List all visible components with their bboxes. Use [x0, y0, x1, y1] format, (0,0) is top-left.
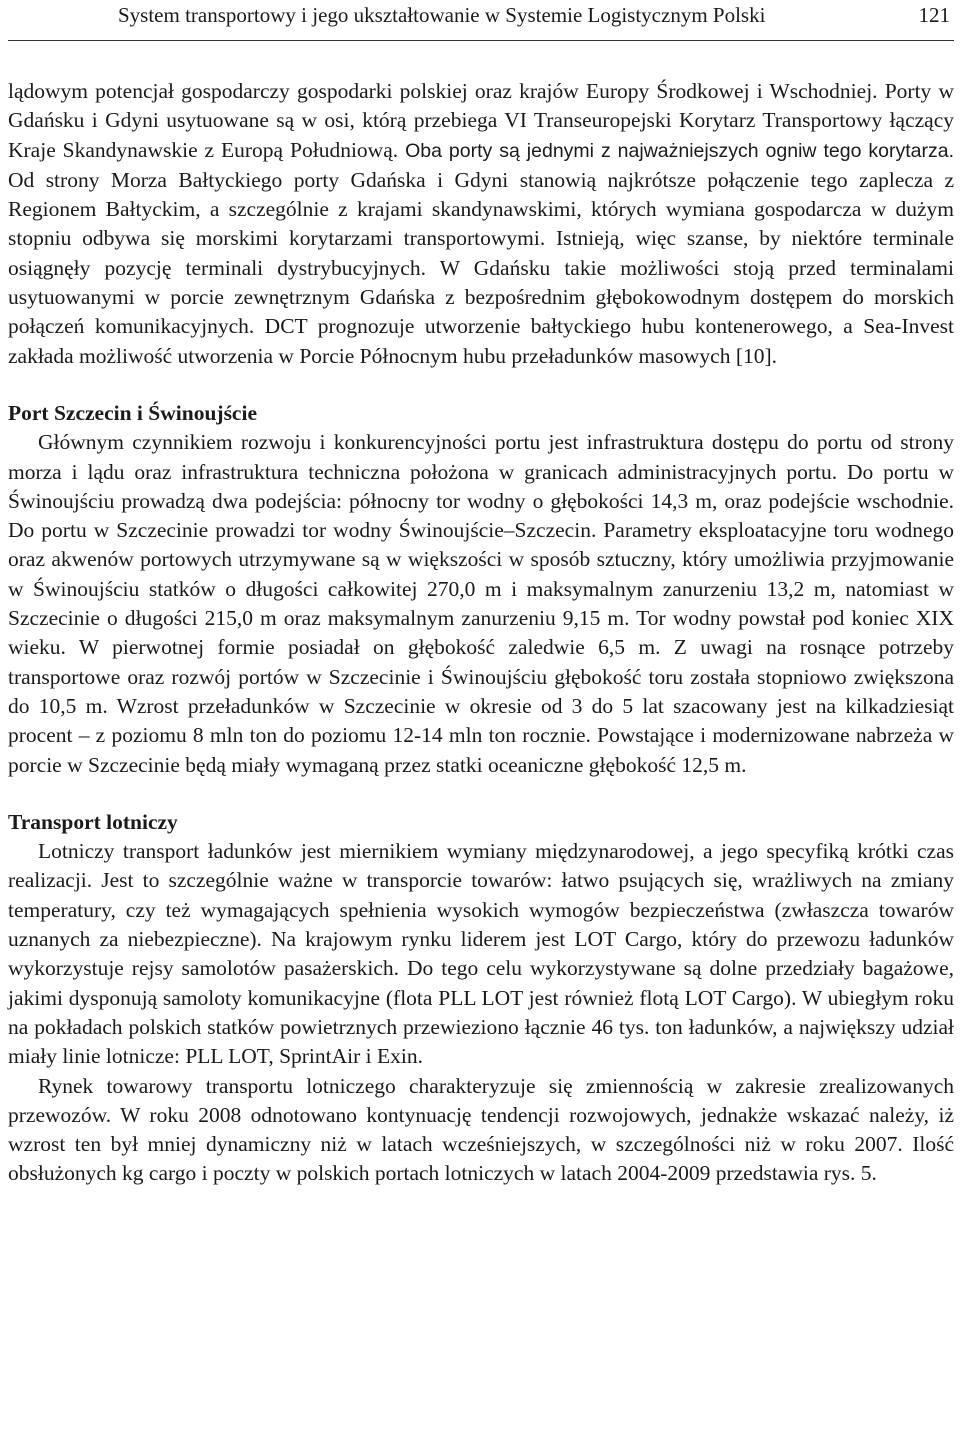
paragraph-air-transport: Lotniczy transport ładunków jest miernikiem wymiany międzynarodowej, a jego specyfiką krótki czas realizacji. Jest to szczególnie ważne w transporcie towarów: łatwo psujących się, wrażliwych na zmiany temperatury, czy też wymagających spełnienia wysokich wymogów bezpieczeństwa (zwłaszcza towarów uznanych za niebezpieczne). Na krajowym rynku liderem jest LOT Cargo, który do przewozu ładunków wykorzystuje rejsy samolotów pasażerskich. Do tego celu wykorzystywane są dolne przedziały bagażowe, jakimi dysponują samoloty komunikacyjne (flota PLL LOT jest również flotą LOT Cargo). W ubiegłym roku na pokładach polskich statków powietrznych przewieziono łącznie 46 tys. ton ładunków, a największy udział miały linie lotnicze: PLL LOT, SprintAir i Exin.: [8, 839, 954, 1069]
paragraph-gdansk-gdynia: [8, 77, 954, 371]
paragraph-text-sans: Oba porty są jednymi z najważniejszych ogniw tego korytarza.: [398, 139, 954, 162]
paragraph-air-market: Rynek towarowy transportu lotniczego charakteryzuje się zmiennością w zakresie zrealizowanych przewozów. W roku 2008 odnotowano kontynuację tendencji rozwojowych, jednakże wskazać należy, iż wzrost ten był mniej dynamiczny niż w latach wcześniejszych, w szczególności niż w roku 2007. Ilość obsłużonych kg cargo i poczty w polskich portach lotniczych w latach 2004-2009 przedstawia rys. 5.: [8, 1073, 954, 1186]
paragraph-text: lądowym potencjał gospodarczy gospodarki polskiej oraz krajów Europy Środkowej i Wschodniej. Porty w Gdańsku i Gdyni usytuowane są w osi, którą przebiega VI Transeuropejski Korytarz Transportowy łączący Kraje Skandynawskie z Europą Południową.: [8, 79, 954, 162]
paragraph-text: W Gdańsku takie możliwości stoją przed terminalami usytuowanymi w porcie zewnętrznym Gdańska z bezpośrednim głębokowodnym dostępem do morskich połączeń komunikacyjnych. DCT prognozuje utworzenie bałtyckiego hubu kontenerowego, a Sea-Invest zakłada możliwość utworzenia w Porcie Północnym hubu przeładunków masowych [10].: [8, 255, 955, 368]
running-header: [8, 0, 954, 41]
paragraph-szczecin: Głównym czynnikiem rozwoju i konkurencyjności portu jest infrastruktura dostępu do portu od strony morza i lądu oraz infrastruktura techniczna położona w granicach administracyjnych portu. Do portu w Świnoujściu prowadzą dwa podejścia: północny tor wodny o głębokości 14,3 m, oraz podejście wschodnie. Do portu w Szczecinie prowadzi tor wodny Świnoujście–Szczecin. Parametry eksploatacyjne toru wodnego oraz akwenów portowych utrzymywane są w większości w sposób sztuczny, który umożliwia przyjmowanie w Świnoujściu statków o długości całkowitej 270,0 m i maksymalnym zanurzeniu 13,2 m, natomiast w Szczecinie o długości 215,0 m oraz maksymalnym zanurzeniu 9,15 m. Tor wodny powstał pod koniec XIX wieku. W pierwotnej formie posiadał on głębokość zaledwie 6,5 m. Z uwagi na rosnące potrzeby transportowe oraz rozwój portów w Szczecinie i Świnoujściu głębokość toru została stopniowo zwiększona do 10,5 m. Wzrost przeładunków w Szczecinie w okresie od 3 do 5 lat szacowany jest na kilkadziesiąt procent – z poziomu 8 mln ton do poziomu 12-14 mln ton rocznie. Powstające i modernizowane nabrzeża w porcie w Szczecinie będą miały wymaganą przez statki oceaniczne głębokość 12,5 m.: [8, 430, 954, 777]
document-page: [8, 0, 954, 1189]
section-heading-szczecin: Port Szczecin i Świnoujście: [8, 400, 257, 425]
section-gap: [8, 780, 954, 808]
running-title: System transportowy i jego ukształtowanie w Systemie Logistycznym Polski: [118, 3, 766, 27]
section-gap: [8, 371, 954, 399]
section-heading-transport-lotniczy: Transport lotniczy: [8, 809, 178, 834]
page-number: 121: [918, 3, 950, 27]
paragraph-text: Istnieją, więc szanse, by niektóre terminale osiągnęły pozycję terminali dystrybucyjnych.: [8, 226, 954, 280]
body-text: [8, 77, 954, 1189]
paragraph-text: Od strony Morza Bałtyckiego porty Gdańska i Gdyni stanowią najkrótsze połączenie tego zaplecza z Regionem Bałtyckim, a szczególnie z krajami skandynawskimi, których wymiana gospodarcza w dużym stopniu odbywa się morskimi korytarzami transportowymi.: [8, 167, 954, 251]
